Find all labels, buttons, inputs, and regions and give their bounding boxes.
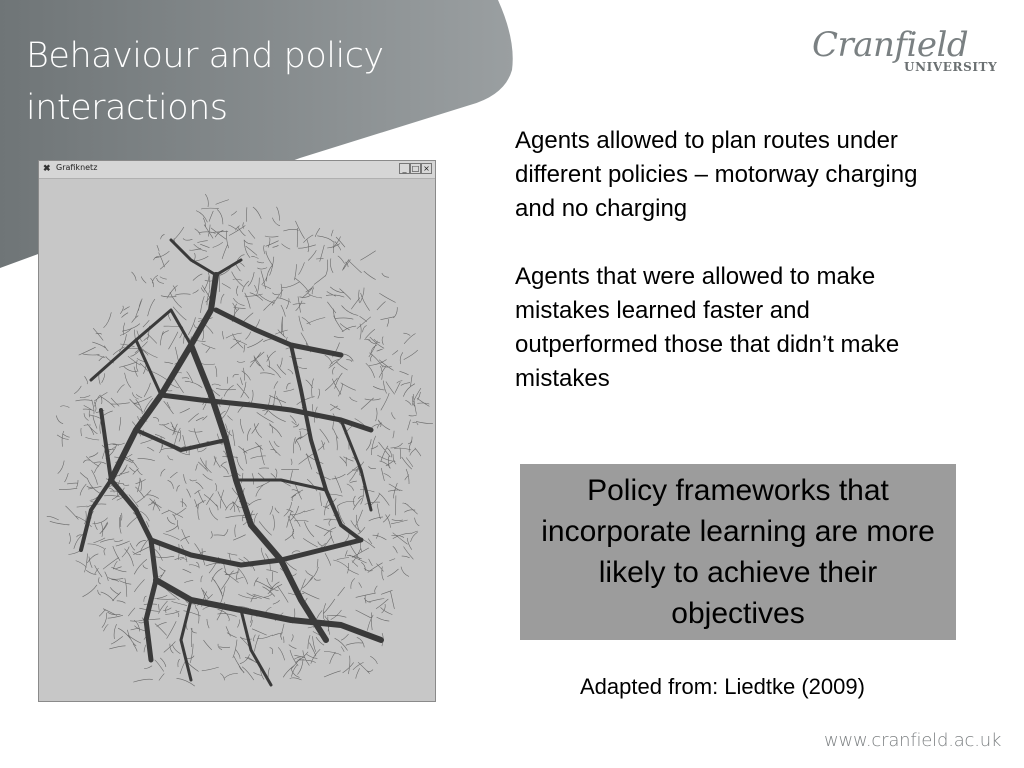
footer-website[interactable]: www.cranfield.ac.uk bbox=[824, 730, 1002, 751]
figure-window-title: Grafiknetz bbox=[56, 163, 98, 172]
x-icon: ✖ bbox=[43, 163, 51, 173]
body-paragraph-1: Agents allowed to plan routes under different policies – motorway charging and no charging bbox=[515, 127, 918, 222]
minimize-button[interactable]: _ bbox=[399, 163, 410, 174]
logo-subtitle: UNIVERSITY bbox=[904, 60, 998, 74]
source-citation: Adapted from: Liedtke (2009) bbox=[580, 674, 865, 699]
figure-titlebar bbox=[39, 161, 435, 179]
body-text bbox=[515, 124, 955, 396]
road-network-figure bbox=[38, 160, 436, 702]
close-button[interactable]: × bbox=[421, 163, 432, 174]
cranfield-logo bbox=[812, 26, 1002, 76]
key-message-callout bbox=[520, 464, 956, 640]
maximize-button[interactable]: □ bbox=[411, 164, 420, 173]
logo-wordmark: Cranfield bbox=[812, 25, 969, 65]
body-paragraph-2: Agents that were allowed to make mistakes learned faster and outperformed those that didn’t make mistakes bbox=[515, 263, 900, 392]
callout-text: Policy frameworks that incorporate learning are more likely to achieve their objectives bbox=[541, 474, 935, 630]
slide-title: Behaviour and policy interactions bbox=[26, 36, 384, 128]
germany-road-network-map bbox=[41, 180, 433, 699]
